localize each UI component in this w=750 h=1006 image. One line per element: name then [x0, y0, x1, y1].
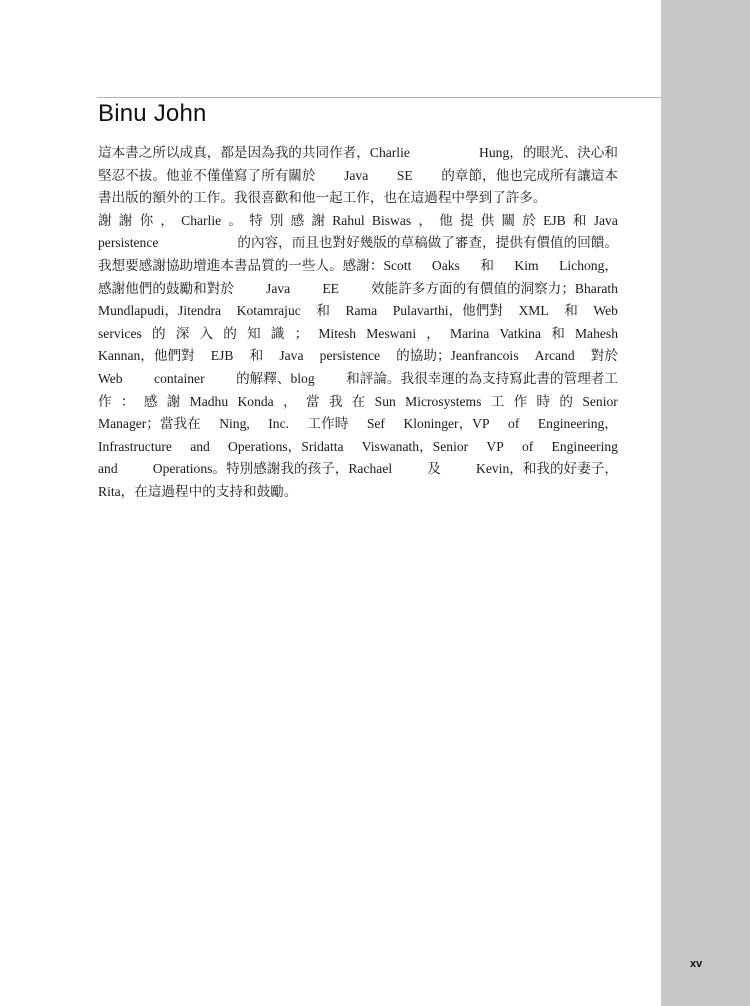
paragraph-line: [98, 187, 618, 210]
page-side-band: [661, 0, 750, 1006]
text-segment: 供: [480, 212, 495, 228]
text-segment: 別: [269, 212, 284, 228]
text-segment: 感謝他們的鼓勵和對於: [98, 280, 234, 296]
paragraph-line: [98, 278, 618, 301]
text-segment: container: [154, 370, 205, 386]
text-segment: Manager；當我在: [98, 416, 201, 432]
paragraph-line: [98, 368, 618, 391]
text-segment: Kevin，和我的好妻子，: [476, 461, 618, 477]
paragraph-line: [98, 165, 618, 188]
text-segment: Kotamrajuc: [236, 303, 301, 319]
text-segment: of: [508, 416, 520, 432]
text-segment: ，: [418, 212, 432, 228]
text-segment: 。: [228, 212, 242, 228]
paragraph-line: [98, 436, 618, 459]
text-segment: persistence: [98, 235, 159, 251]
text-segment: Madhu: [189, 393, 229, 409]
text-segment: of: [521, 438, 534, 454]
paragraph-line: [98, 323, 618, 346]
paragraph-line: [98, 391, 618, 414]
text-segment: Hung，的眼光、決心和: [479, 145, 618, 160]
text-segment: ，: [160, 212, 174, 228]
text-segment: Rama: [345, 303, 378, 319]
text-segment: 作: [513, 393, 528, 409]
text-segment: 的章節，他也完成所有讓這本: [441, 167, 618, 183]
text-segment: Web: [593, 303, 618, 319]
text-segment: Web: [98, 370, 123, 386]
text-segment: EJB: [210, 348, 234, 364]
text-segment: Marina: [450, 325, 490, 341]
text-segment: 和: [564, 303, 578, 319]
text-segment: 的: [559, 393, 574, 409]
text-segment: XML: [518, 303, 549, 319]
text-segment: 他: [439, 212, 453, 228]
text-segment: 入: [199, 325, 214, 341]
text-segment: Kloninger，VP: [403, 416, 490, 432]
text-segment: 和: [551, 325, 565, 341]
paragraph-line: [98, 345, 618, 368]
text-segment: 和: [572, 212, 587, 228]
text-segment: Kannan，他們對: [98, 348, 195, 364]
text-segment: Sun: [374, 393, 396, 409]
text-segment: 的內容，而且也對好幾版的草稿做了審查，提供有價值的回饋。: [237, 235, 618, 251]
text-segment: services: [98, 325, 142, 341]
text-segment: 你: [139, 212, 154, 228]
text-segment: 和: [249, 348, 264, 364]
paragraph-line: [98, 232, 618, 255]
text-segment: 這本書之所以成真，都是因為我的共同作者，Charlie: [98, 145, 410, 160]
text-segment: 特: [249, 212, 263, 228]
text-segment: 謝: [311, 212, 326, 228]
section-divider: [97, 97, 661, 98]
text-segment: Mahesh: [574, 325, 618, 341]
text-segment: 當: [305, 393, 320, 409]
section-heading: Binu John: [98, 100, 207, 127]
paragraph-line: [98, 300, 618, 323]
text-segment: Biswas: [371, 212, 412, 228]
acknowledgment-paragraph: [98, 142, 618, 504]
text-segment: ；: [294, 325, 309, 341]
text-segment: 感: [143, 393, 158, 409]
text-segment: 的協助；Jeanfrancois: [396, 348, 519, 364]
text-segment: 堅忍不拔。他並不僅僅寫了所有關於: [98, 167, 316, 183]
text-segment: 識: [270, 325, 285, 341]
text-segment: 和: [480, 257, 494, 273]
paragraph-line: [98, 210, 618, 233]
text-segment: 及: [427, 461, 441, 477]
text-segment: Charlie: [181, 212, 222, 228]
text-segment: ，: [426, 325, 440, 341]
text-segment: persistence: [319, 348, 381, 364]
text-segment: EE: [322, 280, 339, 296]
text-segment: 關: [501, 212, 516, 228]
text-segment: Arcand: [534, 348, 575, 364]
text-segment: Inc.: [268, 416, 290, 432]
text-segment: 知: [247, 325, 261, 341]
text-segment: Konda: [237, 393, 274, 409]
text-segment: 我: [328, 393, 343, 409]
text-segment: 的: [223, 325, 237, 341]
text-segment: 書出版的額外的工作。我很喜歡和他一起工作，也在這過程中學到了許多。: [98, 190, 547, 206]
text-segment: 提: [459, 212, 474, 228]
text-segment: Rita，在這過程中的支持和鼓勵。: [98, 483, 298, 499]
text-segment: 謝: [118, 212, 133, 228]
text-segment: 和: [316, 303, 330, 319]
text-segment: Kim: [514, 257, 539, 273]
text-segment: Rahul: [332, 212, 365, 228]
text-segment: Viswanath，Senior: [361, 438, 469, 454]
text-segment: Java: [279, 348, 304, 364]
paragraph-line: [98, 413, 618, 436]
text-segment: 效能許多方面的有價值的洞察力；Bharath: [371, 280, 618, 296]
text-segment: 對於: [590, 348, 618, 364]
text-segment: Meswani: [366, 325, 417, 341]
text-segment: 作: [98, 393, 112, 409]
text-segment: 時: [536, 393, 551, 409]
text-segment: Java: [593, 212, 618, 228]
paragraph-line: [98, 142, 618, 165]
text-segment: Mundlapudi，Jitendra: [98, 303, 222, 319]
text-segment: Senior: [582, 393, 618, 409]
text-segment: VP: [486, 438, 504, 454]
text-segment: 工作時: [307, 416, 349, 432]
text-segment: ，: [283, 393, 297, 409]
text-segment: Lichong，: [559, 257, 618, 273]
text-segment: Pulavarthi，他們對: [392, 303, 503, 319]
text-segment: 謝: [98, 212, 112, 228]
text-segment: ：: [120, 393, 135, 409]
text-segment: 的: [151, 325, 166, 341]
text-segment: 感: [290, 212, 305, 228]
text-segment: and: [190, 438, 210, 454]
text-segment: Operations，Sridatta: [228, 438, 344, 454]
text-segment: and: [98, 461, 118, 477]
text-segment: Engineering: [551, 438, 618, 454]
text-segment: 於: [522, 212, 536, 228]
text-segment: Engineering，: [537, 416, 618, 432]
paragraph-line: [98, 255, 618, 278]
text-segment: Vatkina: [499, 325, 542, 341]
text-segment: 深: [175, 325, 190, 341]
text-segment: Oaks: [431, 257, 460, 273]
page-number: xv: [690, 958, 703, 970]
text-segment: Mitesh: [318, 325, 357, 341]
text-segment: 工: [490, 393, 505, 409]
text-segment: 我想要感謝協助增進本書品質的一些人。感謝：Scott: [98, 257, 412, 273]
text-segment: Sef: [366, 416, 385, 432]
text-segment: Java: [344, 167, 369, 183]
paragraph-line: [98, 481, 618, 504]
text-segment: 謝: [166, 393, 181, 409]
text-segment: 的解釋、blog: [236, 370, 315, 386]
text-segment: 在: [351, 393, 366, 409]
paragraph-line: [98, 458, 618, 481]
text-segment: Ning,: [219, 416, 250, 432]
text-segment: 和評論。我很幸運的為支持寫此書的管理者工: [346, 370, 618, 386]
text-segment: Operations。特別感謝我的孩子，Rachael: [152, 461, 393, 477]
text-segment: SE: [396, 167, 413, 183]
text-segment: Microsystems: [405, 393, 482, 409]
text-segment: EJB: [543, 212, 566, 228]
text-segment: Infrastructure: [98, 438, 172, 454]
text-segment: Java: [266, 280, 291, 296]
